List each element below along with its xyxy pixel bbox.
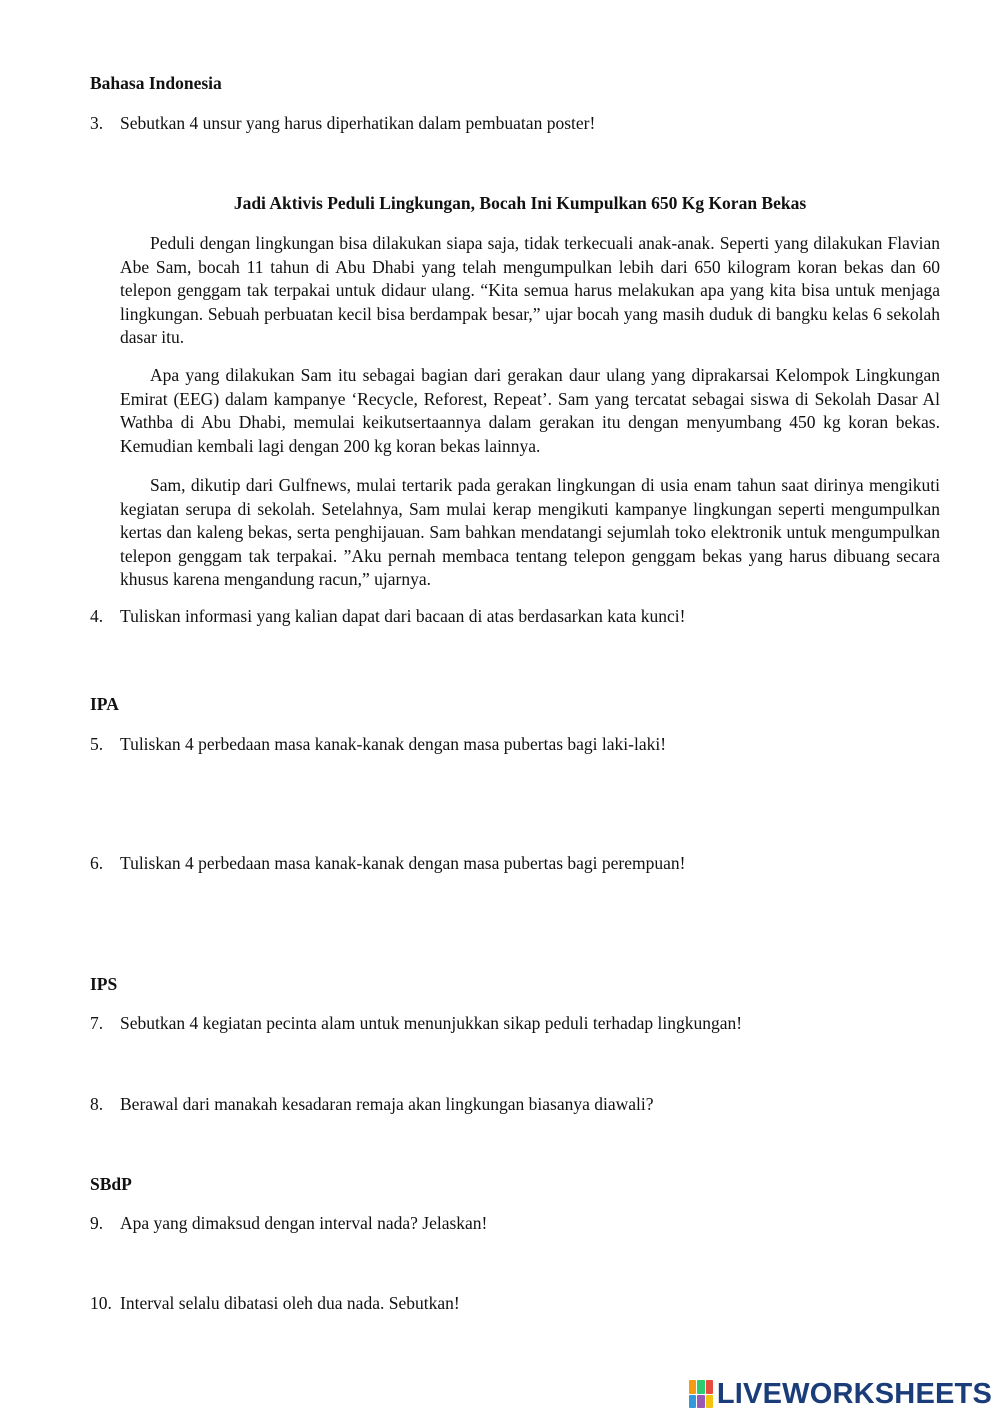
question-text: Interval selalu dibatasi oleh dua nada. Sebutkan! — [120, 1293, 460, 1313]
question-5 — [90, 734, 666, 755]
liveworksheets-logo[interactable] — [689, 1378, 992, 1410]
logo-tile — [689, 1395, 696, 1409]
question-number: 4. — [90, 606, 104, 626]
article-paragraph: Sam, dikutip dari Gulfnews, mulai tertarik pada gerakan lingkungan di usia enam tahun saat dirinya mengikuti kegiatan serupa di sekolah. Setelahnya, Sam mulai kerap mengikuti kampanye lingkungan seperti mengumpulkan kertas dan kaleng bekas, serta penghijauan. Sam bahkan mendatangi sejumlah toko elektronik untuk mengumpulkan telepon genggam tak terpakai. ”Aku pernah membaca tentang telepon genggam bekas yang harus dibuang secara khusus karena mengandung racun,” ujarnya. — [120, 475, 940, 590]
logo-tile — [689, 1380, 696, 1394]
question-number: 3. — [90, 113, 104, 133]
question-number: 9. — [90, 1213, 104, 1233]
logo-tile — [706, 1380, 713, 1394]
article-paragraph: Apa yang dilakukan Sam itu sebagai bagian dari gerakan daur ulang yang diprakarsai Kelompok Lingkungan Emirat (EEG) dalam kampanye ‘Recycle, Reforest, Repeat’. Sam yang tercatat sebagai siswa di Sekolah Dasar Al Wathba di Abu Dhabi, memulai keikutsertaannya dalam gerakan itu dengan menyumbang 450 kg koran bekas. Kemudian kembali lagi dengan 200 kg koran bekas lainnya. — [120, 365, 940, 456]
liveworksheets-logo-icon — [689, 1380, 713, 1408]
article-paragraph: Peduli dengan lingkungan bisa dilakukan siapa saja, tidak terkecuali anak-anak. Seperti yang dilakukan Flavian Abe Sam, bocah 11 tahun di Abu Dhabi yang telah mengumpulkan lebih dari 650 kilogram koran bekas dan 60 telepon genggam tak terpakai untuk didaur ulang. “Kita semua harus melakukan apa yang kita bisa untuk menjaga lingkungan. Sebuah perbuatan kecil bisa berdampak besar,” ujar bocah yang masih duduk di bangku kelas 6 sekolah dasar itu. — [120, 233, 940, 348]
question-number: 10. — [90, 1293, 112, 1313]
question-number: 6. — [90, 853, 104, 873]
section-heading-bahasa-indonesia: Bahasa Indonesia — [90, 73, 222, 93]
question-3 — [90, 113, 595, 134]
question-text: Sebutkan 4 kegiatan pecinta alam untuk menunjukkan sikap peduli terhadap lingkungan! — [120, 1013, 743, 1033]
question-6 — [90, 853, 685, 874]
question-text: Apa yang dimaksud dengan interval nada? Jelaskan! — [120, 1213, 488, 1233]
question-text: Tuliskan 4 perbedaan masa kanak-kanak dengan masa pubertas bagi perempuan! — [120, 853, 686, 873]
question-number: 7. — [90, 1013, 104, 1033]
liveworksheets-logo-text: LIVEWORKSHEETS — [716, 1377, 992, 1410]
question-8 — [90, 1094, 654, 1115]
logo-tile — [706, 1395, 713, 1409]
logo-tile — [697, 1380, 704, 1394]
question-text: Tuliskan informasi yang kalian dapat dari bacaan di atas berdasarkan kata kunci! — [120, 606, 686, 626]
section-heading-ipa: IPA — [90, 694, 119, 714]
question-number: 8. — [90, 1094, 104, 1114]
section-heading-ips: IPS — [90, 974, 118, 994]
article-title: Jadi Aktivis Peduli Lingkungan, Bocah Ini Kumpulkan 650 Kg Koran Bekas — [233, 193, 807, 213]
section-heading-sbdp: SBdP — [90, 1174, 132, 1194]
question-9 — [90, 1213, 487, 1234]
question-number: 5. — [90, 734, 104, 754]
logo-tile — [697, 1395, 704, 1409]
question-text: Berawal dari manakah kesadaran remaja akan lingkungan biasanya diawali? — [120, 1094, 654, 1114]
question-text: Tuliskan 4 perbedaan masa kanak-kanak dengan masa pubertas bagi laki-laki! — [120, 734, 667, 754]
question-10 — [90, 1293, 460, 1314]
question-text: Sebutkan 4 unsur yang harus diperhatikan dalam pembuatan poster! — [120, 113, 596, 133]
question-7 — [90, 1013, 742, 1034]
question-4 — [90, 606, 685, 627]
